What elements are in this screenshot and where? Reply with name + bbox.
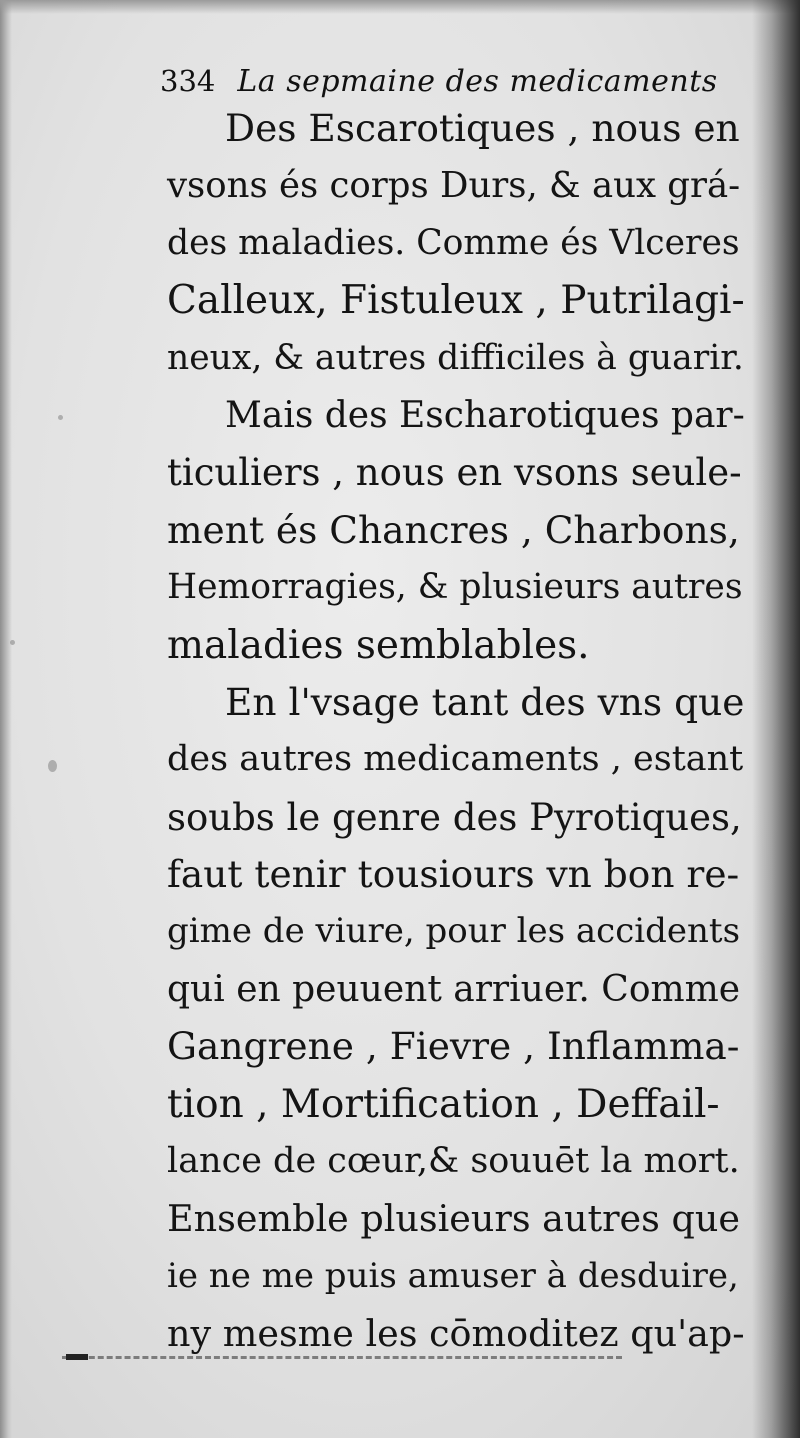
text-line: ment és Chancres , Charbons, [167, 507, 740, 552]
text-line: ticuliers , nous en vsons seule- [167, 451, 742, 495]
binding-gutter-shadow [752, 0, 800, 1438]
text-line: Hemorragies, & plusieurs autres [167, 567, 743, 608]
paper-speck [58, 415, 63, 420]
text-line: Des Escarotiques , nous en [225, 106, 740, 150]
text-line: faut tenir tousiours vn bon re- [167, 852, 740, 897]
text-line: neux, & autres difficiles à guarir. [167, 337, 744, 378]
paper-speck [10, 640, 15, 645]
text-line: Calleux, Fistuleux , Putrilagi- [167, 278, 745, 324]
text-line: Ensemble plusieurs autres que [167, 1197, 740, 1241]
running-title: La sepmaine des medicaments [237, 64, 718, 99]
text-line: gime de viure, pour les accidents [167, 911, 741, 952]
text-line: ny mesme les cōmoditez qu'ap- [167, 1312, 745, 1356]
text-line: tion , Mortification , Deffail- [167, 1081, 720, 1127]
page-left-edge-shadow [0, 0, 12, 1438]
paper-speck [48, 760, 57, 772]
bottom-mark [66, 1354, 88, 1360]
text-line: qui en peuuent arriuer. Comme [167, 968, 741, 1010]
text-line: En l'vsage tant des vns que [225, 679, 745, 724]
text-line: soubs le genre des Pyrotiques, [167, 795, 742, 839]
text-line: des autres medicaments , estant [167, 739, 744, 780]
body-text [167, 100, 745, 1363]
text-line: lance de cœur,& souuēt la mort. [167, 1141, 740, 1182]
text-line: maladies semblables. [167, 622, 590, 668]
text-line: Gangrene , Fievre , Inflamma- [167, 1024, 740, 1069]
page-top-shadow [0, 0, 800, 14]
text-line: des maladies. Comme és Vlceres [167, 222, 740, 263]
text-line: Mais des Escharotiques par- [225, 394, 745, 436]
page-number: 334 [160, 64, 216, 98]
text-line: ie ne me puis amuser à desduire, [167, 1255, 739, 1296]
bottom-rule [62, 1356, 622, 1363]
text-line: vsons és corps Durs, & aux grá- [167, 165, 741, 207]
